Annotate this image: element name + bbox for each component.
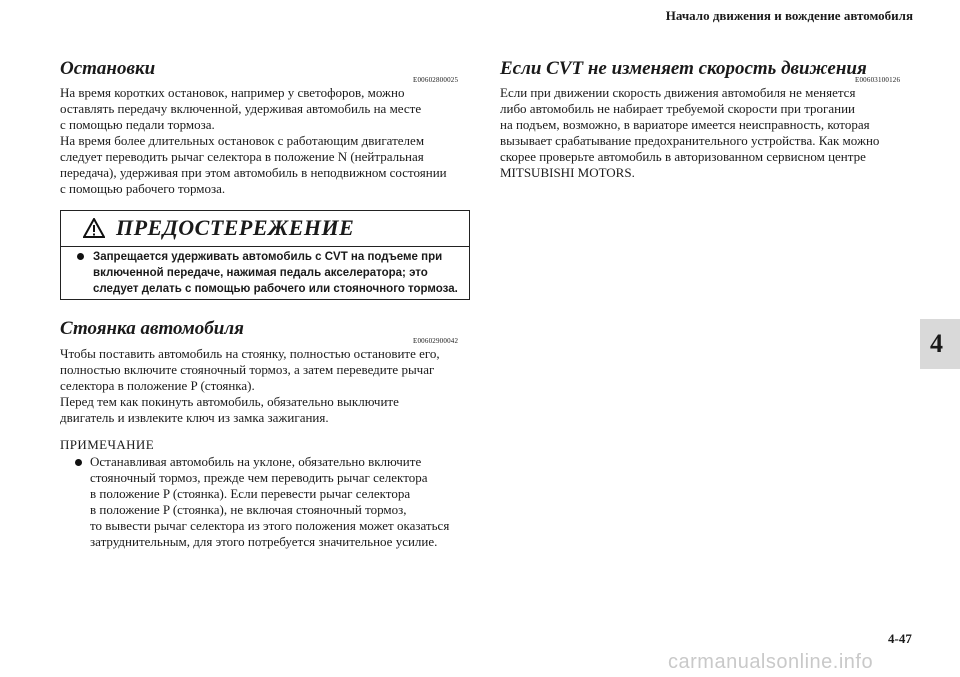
chapter-number: 4: [930, 329, 943, 358]
warning-triangle-icon: [83, 218, 105, 238]
text-line: Если при движении скорость движения автомобиля не меняется: [500, 85, 856, 100]
text-line: На время более длительных остановок с работающим двигателем: [60, 133, 425, 148]
text-line: стояночный тормоз, прежде чем переводить рычаг селектора: [90, 470, 428, 485]
stops-code: E00602800025: [413, 76, 459, 84]
note-paragraph: [90, 454, 449, 550]
text-line: следует делать с помощью рабочего или стояночного тормоза.: [93, 283, 458, 295]
cvt-heading: Если CVT не изменяет скорость движения: [500, 58, 867, 79]
text-line: с помощью педали тормоза.: [60, 117, 215, 132]
warning-text: [93, 249, 458, 297]
text-line: затруднительным, для этого потребуется значительное усилие.: [90, 534, 438, 549]
parking-paragraph: [60, 346, 440, 426]
cvt-paragraph: [500, 85, 879, 181]
running-header: Начало движения и вождение автомобиля: [665, 8, 913, 23]
parking-code: E00602900042: [413, 337, 459, 345]
text-line: в положение P (стоянка). Если перевести рычаг селектора: [90, 486, 411, 501]
watermark: carmanualsonline.info: [668, 651, 874, 673]
text-line: в положение P (стоянка), не включая стояночный тормоз,: [90, 502, 407, 517]
warning-title: ПРЕДОСТЕРЕЖЕНИЕ: [116, 215, 355, 240]
chapter-tab: [920, 319, 960, 369]
stops-paragraph: [60, 85, 447, 197]
text-line: либо автомобиль не набирает требуемой скорости при трогании: [500, 101, 856, 116]
bullet-icon: [77, 253, 84, 260]
text-line: вызывает срабатывание предохранительного устройства. Как можно: [500, 133, 880, 148]
text-line: на подъем, возможно, в вариаторе имеется неисправность, которая: [500, 117, 870, 132]
text-line: На время коротких остановок, например у светофоров, можно: [60, 85, 405, 100]
page-number: 4-47: [888, 631, 912, 646]
text-line: MITSUBISHI MOTORS.: [500, 165, 635, 180]
text-line: Запрещается удерживать автомобиль с CVT на подъеме при: [93, 251, 443, 263]
parking-heading: Стоянка автомобиля: [60, 318, 244, 339]
text-line: следует переводить рычаг селектора в положение N (нейтральная: [60, 149, 424, 164]
text-line: полностью включите стояночный тормоз, а затем переведите рычаг: [60, 362, 435, 377]
text-line: с помощью рабочего тормоза.: [60, 181, 226, 196]
text-line: двигатель и извлеките ключ из замка зажигания.: [60, 410, 329, 425]
text-line: Чтобы поставить автомобиль на стоянку, полностью остановите его,: [60, 346, 440, 361]
stops-heading: Остановки: [60, 58, 156, 79]
warning-header: [61, 211, 469, 247]
warning-box: [60, 210, 470, 300]
text-line: то вывести рычаг селектора из этого положения может оказаться: [90, 518, 450, 533]
text-line: оставлять передачу включенной, удерживая автомобиль на месте: [60, 101, 422, 116]
text-line: включенной передаче, нажимая педаль акселератора; это: [93, 267, 428, 279]
text-line: скорее проверьте автомобиль в авторизованном сервисном центре: [500, 149, 866, 164]
text-line: Перед тем как покинуть автомобиль, обязательно выключите: [60, 394, 399, 409]
text-line: передача), удерживая при этом автомобиль в неподвижном состоянии: [60, 165, 447, 180]
cvt-code: E00603100126: [855, 76, 901, 84]
text-line: селектора в положение P (стоянка).: [60, 378, 255, 393]
note-heading: ПРИМЕЧАНИЕ: [60, 437, 155, 452]
bullet-icon: [75, 459, 82, 466]
text-line: Останавливая автомобиль на уклоне, обязательно включите: [90, 454, 422, 469]
